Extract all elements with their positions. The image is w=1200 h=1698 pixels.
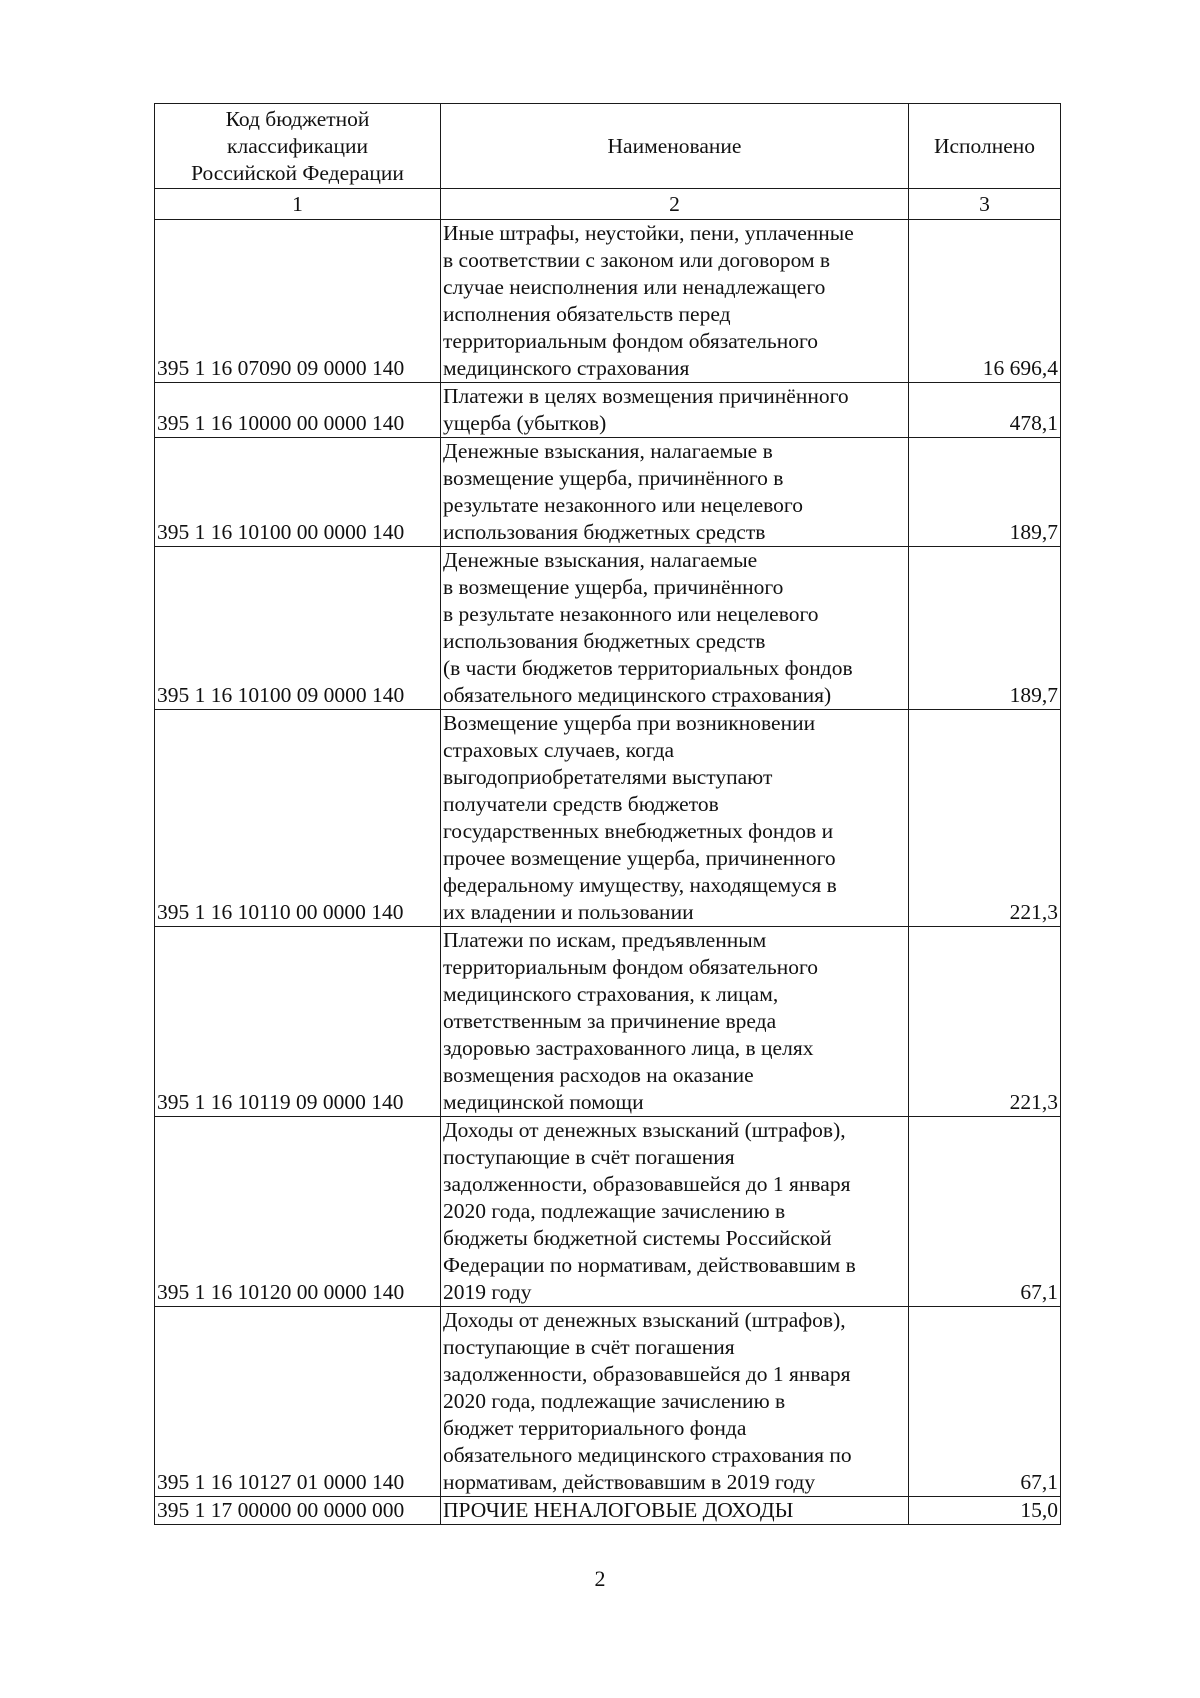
budget-code: 395 1 16 10100 09 0000 140: [155, 547, 441, 710]
table-row: [155, 1497, 1061, 1525]
column-number: 1: [155, 189, 441, 220]
table-row: [155, 710, 1061, 927]
executed-amount: 478,1: [909, 383, 1061, 438]
column-number-row: [155, 189, 1061, 220]
column-number: 2: [441, 189, 909, 220]
item-name: Денежные взыскания, налагаемые в возмещение ущерба, причинённого в результате незаконного или нецелевого использования бюджетных средств: [441, 438, 909, 547]
executed-amount: 221,3: [909, 927, 1061, 1117]
item-name: Денежные взыскания, налагаемые в возмещение ущерба, причинённого в результате незаконного или нецелевого использования бюджетных средств (в части бюджетов территориальных фондов обязательного медицинского страхования): [441, 547, 909, 710]
executed-amount: 221,3: [909, 710, 1061, 927]
item-name: Платежи в целях возмещения причинённого ущерба (убытков): [441, 383, 909, 438]
item-name: Доходы от денежных взысканий (штрафов), поступающие в счёт погашения задолженности, образовавшейся до 1 января 2020 года, подлежащие зачислению в бюджет территориального фонда обязательного медицинского страхования по нормативам, действовавшим в 2019 году: [441, 1307, 909, 1497]
budget-code: 395 1 16 10000 00 0000 140: [155, 383, 441, 438]
item-name: Иные штрафы, неустойки, пени, уплаченные в соответствии с законом или договором в случае неисполнения или ненадлежащего исполнения обязательств перед территориальным фондом обязательного медицинского страхования: [441, 220, 909, 383]
table-row: [155, 383, 1061, 438]
header-name: Наименование: [441, 104, 909, 189]
column-number: 3: [909, 189, 1061, 220]
executed-amount: 189,7: [909, 438, 1061, 547]
table-row: [155, 1307, 1061, 1497]
executed-amount: 15,0: [909, 1497, 1061, 1525]
executed-amount: 67,1: [909, 1117, 1061, 1307]
executed-amount: 16 696,4: [909, 220, 1061, 383]
executed-amount: 189,7: [909, 547, 1061, 710]
item-name: Доходы от денежных взысканий (штрафов), поступающие в счёт погашения задолженности, образовавшейся до 1 января 2020 года, подлежащие зачислению в бюджеты бюджетной системы Российской Федерации по нормативам, действовавшим в 2019 году: [441, 1117, 909, 1307]
item-name: ПРОЧИЕ НЕНАЛОГОВЫЕ ДОХОДЫ: [441, 1497, 909, 1525]
budget-code: 395 1 17 00000 00 0000 000: [155, 1497, 441, 1525]
budget-code: 395 1 16 10119 09 0000 140: [155, 927, 441, 1117]
page-number: 2: [594, 1566, 606, 1591]
table-row: [155, 927, 1061, 1117]
header-amount: Исполнено: [909, 104, 1061, 189]
budget-code: 395 1 16 10110 00 0000 140: [155, 710, 441, 927]
table-row: [155, 220, 1061, 383]
budget-code: 395 1 16 07090 09 0000 140: [155, 220, 441, 383]
table-row: [155, 1117, 1061, 1307]
budget-code: 395 1 16 10100 00 0000 140: [155, 438, 441, 547]
budget-execution-table: [154, 103, 1061, 1525]
budget-code: 395 1 16 10120 00 0000 140: [155, 1117, 441, 1307]
item-name: Платежи по искам, предъявленным территориальным фондом обязательного медицинского страхования, к лицам, ответственным за причинение вреда здоровью застрахованного лица, в целях возмещения расходов на оказание медицинской помощи: [441, 927, 909, 1117]
budget-code: 395 1 16 10127 01 0000 140: [155, 1307, 441, 1497]
table-row: [155, 438, 1061, 547]
item-name: Возмещение ущерба при возникновении страховых случаев, когда выгодоприобретателями выступают получатели средств бюджетов государственных внебюджетных фондов и прочее возмещение ущерба, причиненного федеральному имуществу, находящемуся в их владении и пользовании: [441, 710, 909, 927]
table-row: [155, 547, 1061, 710]
header-code: Код бюджетной классификации Российской Федерации: [155, 104, 441, 189]
table-header-row: [155, 104, 1061, 189]
executed-amount: 67,1: [909, 1307, 1061, 1497]
